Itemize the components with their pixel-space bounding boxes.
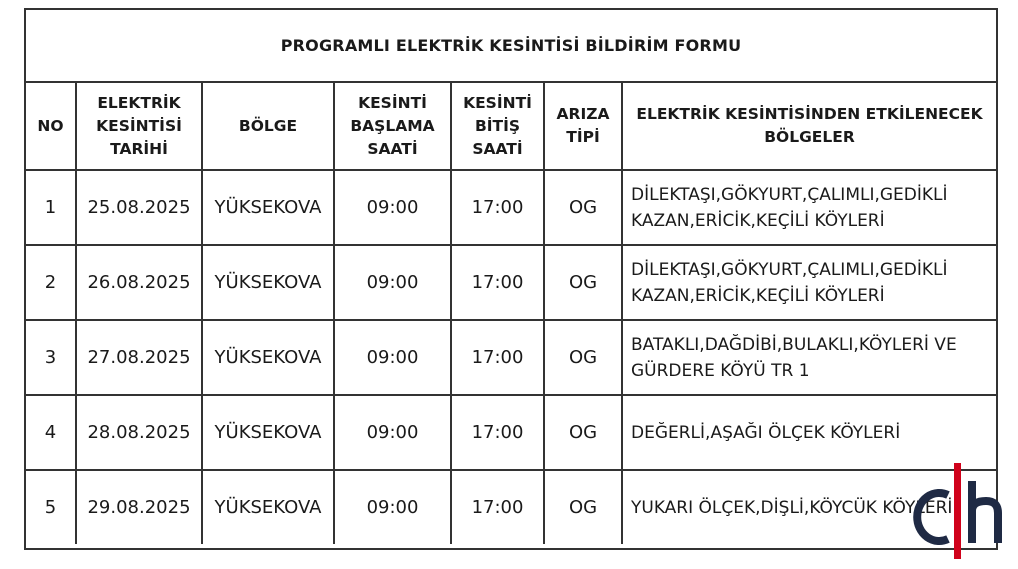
table-row <box>26 170 996 245</box>
outage-table <box>26 83 996 544</box>
header-affected-areas: ELEKTRİK KESİNTİSİNDEN ETKİLENECEK BÖLGELER <box>622 83 996 170</box>
header-start-time: KESİNTİ BAŞLAMA SAATİ <box>334 83 451 170</box>
outage-notice-form <box>24 8 998 550</box>
cell-fault-type: OG <box>544 170 622 245</box>
cell-region: YÜKSEKOVA <box>202 245 334 320</box>
cell-end-time: 17:00 <box>451 320 544 395</box>
cell-no: 4 <box>26 395 76 470</box>
cell-fault-type: OG <box>544 395 622 470</box>
cell-no: 2 <box>26 245 76 320</box>
header-fault-type: ARIZA TİPİ <box>544 83 622 170</box>
cell-start-time: 09:00 <box>334 395 451 470</box>
cell-affected-areas: DİLEKTAŞI,GÖKYURT,ÇALIMLI,GEDİKLİ KAZAN,ERİCİK,KEÇİLİ KÖYLERİ <box>622 170 996 245</box>
cell-date: 25.08.2025 <box>76 170 202 245</box>
logo-c-letter <box>917 493 948 541</box>
logo-h-letter <box>972 481 998 543</box>
form-title: PROGRAMLI ELEKTRİK KESİNTİSİ BİLDİRİM FORMU <box>26 10 996 83</box>
cell-region: YÜKSEKOVA <box>202 170 334 245</box>
cell-end-time: 17:00 <box>451 395 544 470</box>
cell-affected-areas: DEĞERLİ,AŞAĞI ÖLÇEK KÖYLERİ <box>622 395 996 470</box>
cell-date: 27.08.2025 <box>76 320 202 395</box>
table-row <box>26 470 996 544</box>
cell-fault-type: OG <box>544 470 622 544</box>
cell-end-time: 17:00 <box>451 245 544 320</box>
cell-affected-areas: DİLEKTAŞI,GÖKYURT,ÇALIMLI,GEDİKLİ KAZAN,ERİCİK,KEÇİLİ KÖYLERİ <box>622 245 996 320</box>
cell-no: 1 <box>26 170 76 245</box>
cell-fault-type: OG <box>544 245 622 320</box>
cell-no: 5 <box>26 470 76 544</box>
cell-start-time: 09:00 <box>334 245 451 320</box>
header-region: BÖLGE <box>202 83 334 170</box>
cell-start-time: 09:00 <box>334 320 451 395</box>
cell-date: 26.08.2025 <box>76 245 202 320</box>
cell-date: 29.08.2025 <box>76 470 202 544</box>
ch-logo <box>908 461 1008 561</box>
logo-red-bar <box>954 463 961 559</box>
cell-fault-type: OG <box>544 320 622 395</box>
cell-no: 3 <box>26 320 76 395</box>
header-end-time: KESİNTİ BİTİŞ SAATİ <box>451 83 544 170</box>
cell-region: YÜKSEKOVA <box>202 320 334 395</box>
cell-start-time: 09:00 <box>334 470 451 544</box>
table-row <box>26 320 996 395</box>
cell-end-time: 17:00 <box>451 170 544 245</box>
header-date: ELEKTRİK KESİNTİSİ TARİHİ <box>76 83 202 170</box>
cell-affected-areas: BATAKLI,DAĞDİBİ,BULAKLI,KÖYLERİ VE GÜRDERE KÖYÜ TR 1 <box>622 320 996 395</box>
header-no: NO <box>26 83 76 170</box>
table-row <box>26 395 996 470</box>
header-row <box>26 83 996 170</box>
cell-start-time: 09:00 <box>334 170 451 245</box>
cell-end-time: 17:00 <box>451 470 544 544</box>
cell-region: YÜKSEKOVA <box>202 470 334 544</box>
cell-affected-areas: YUKARI ÖLÇEK,DİŞLİ,KÖYCÜK KÖYLERİ <box>622 470 996 544</box>
cell-region: YÜKSEKOVA <box>202 395 334 470</box>
table-row <box>26 245 996 320</box>
cell-date: 28.08.2025 <box>76 395 202 470</box>
